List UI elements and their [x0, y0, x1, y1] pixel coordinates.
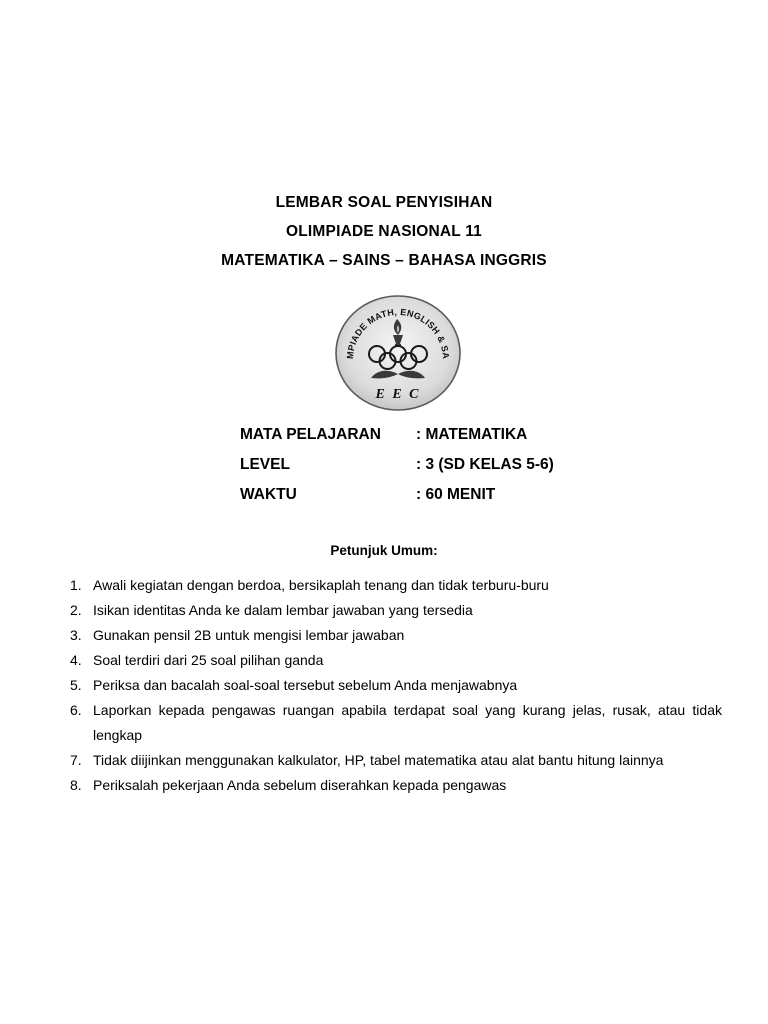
info-label: MATA PELAJARAN [240, 426, 381, 443]
list-item [70, 748, 722, 773]
list-item-text: Periksa dan bacalah soal-soal tersebut sebelum Anda menjawabnya [93, 677, 518, 693]
logo-arc-text: MPIADE MATH, ENGLISH & SA [344, 306, 452, 360]
list-item-number: 1. [70, 577, 82, 593]
olympiad-logo [334, 294, 462, 412]
instructions-heading: Petunjuk Umum: [330, 543, 438, 558]
list-item [70, 623, 722, 648]
document-title [0, 188, 768, 275]
list-item [70, 698, 722, 748]
instructions-list [70, 573, 722, 798]
info-row-level [240, 450, 660, 480]
list-item-text: Gunakan pensil 2B untuk mengisi lembar jawaban [93, 627, 405, 643]
list-item-text: Soal terdiri dari 25 soal pilihan ganda [93, 652, 324, 668]
list-item-text: Isikan identitas Anda ke dalam lembar jawaban yang tersedia [93, 602, 473, 618]
exam-info [240, 420, 660, 510]
info-row-time [240, 480, 660, 510]
info-value: : 3 (SD KELAS 5-6) [416, 456, 554, 473]
info-value: : MATEMATIKA [416, 426, 528, 443]
info-value: : 60 MENIT [416, 486, 496, 503]
list-item-number: 7. [70, 752, 82, 768]
list-item [70, 773, 722, 798]
olympic-rings-torch-emblem-icon [334, 294, 462, 412]
list-item-number: 4. [70, 652, 82, 668]
list-item [70, 673, 722, 698]
info-row-subject [240, 420, 660, 450]
list-item-number: 8. [70, 777, 82, 793]
list-item-text: Awali kegiatan dengan berdoa, bersikaplah tenang dan tidak terburu-buru [93, 577, 549, 593]
title-line-1: LEMBAR SOAL PENYISIHAN [275, 194, 493, 211]
list-item-number: 6. [70, 702, 82, 718]
list-item-number: 5. [70, 677, 82, 693]
title-line-3: MATEMATIKA – SAINS – BAHASA INGGRIS [221, 252, 547, 269]
list-item-text: Laporkan kepada pengawas ruangan apabila terdapat soal yang kurang jelas, rusak, atau tidak lengkap [93, 702, 722, 743]
logo-initials: E E C [375, 387, 421, 402]
info-label: WAKTU [240, 486, 297, 503]
list-item-text: Periksalah pekerjaan Anda sebelum diserahkan kepada pengawas [93, 777, 507, 793]
list-item [70, 598, 722, 623]
list-item [70, 573, 722, 598]
list-item-text: Tidak diijinkan menggunakan kalkulator, HP, tabel matematika atau alat bantu hitung lainnya [93, 752, 664, 768]
list-item-number: 2. [70, 602, 82, 618]
title-line-2: OLIMPIADE NASIONAL 11 [286, 223, 482, 240]
list-item-number: 3. [70, 627, 82, 643]
list-item [70, 648, 722, 673]
info-label: LEVEL [240, 456, 290, 473]
